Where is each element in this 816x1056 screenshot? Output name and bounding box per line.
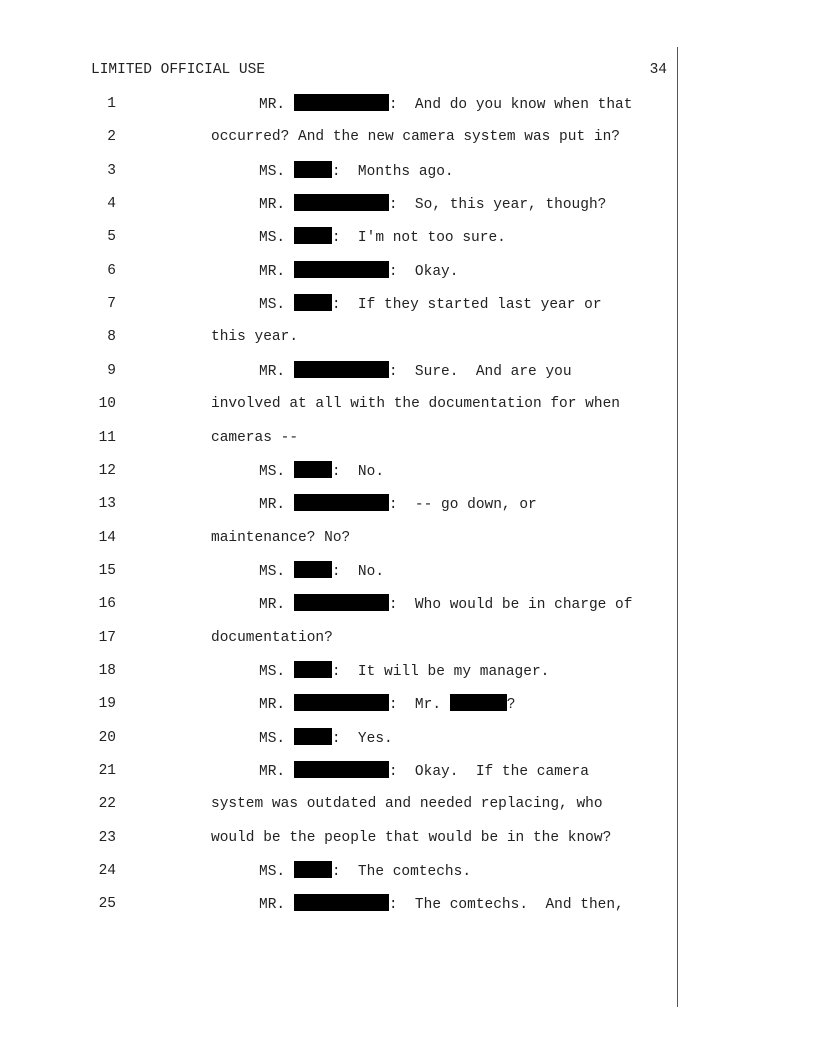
speaker-label: MR. bbox=[259, 697, 286, 713]
continuation-text: occurred? And the new camera system was put in? bbox=[211, 129, 620, 145]
line-number: 12 bbox=[98, 463, 116, 479]
speaker-turn: MR. : Who would be in charge of bbox=[259, 594, 632, 615]
redaction-box bbox=[294, 94, 389, 111]
speech-text-suffix: ? bbox=[506, 697, 516, 713]
speaker-turn: MR. : So, this year, though? bbox=[259, 194, 606, 215]
line-number: 18 bbox=[98, 663, 116, 679]
redaction-box bbox=[294, 361, 389, 378]
continuation-text: this year. bbox=[211, 329, 299, 345]
redaction-box bbox=[294, 761, 389, 778]
speaker-turn: MS. : No. bbox=[259, 461, 384, 482]
speaker-turn: MR. : Mr. ? bbox=[259, 694, 515, 715]
speaker-turn: MS. : No. bbox=[259, 561, 384, 582]
redaction-box bbox=[294, 194, 389, 211]
redaction-box bbox=[294, 694, 389, 711]
speaker-turn: MS. : It will be my manager. bbox=[259, 661, 549, 682]
redaction-box bbox=[294, 661, 332, 678]
speaker-turn: MS. : If they started last year or bbox=[259, 294, 602, 315]
line-number: 9 bbox=[107, 363, 116, 379]
speech-text: Mr. bbox=[414, 697, 442, 713]
speaker-label: MS. bbox=[259, 864, 286, 880]
redaction-box bbox=[294, 728, 332, 745]
speech-text: -- go down, or bbox=[414, 497, 537, 513]
speaker-turn: MR. : Sure. And are you bbox=[259, 361, 572, 382]
speaker-turn: MS. : The comtechs. bbox=[259, 861, 471, 882]
speech-text: I'm not too sure. bbox=[357, 230, 506, 246]
speech-text: Months ago. bbox=[357, 164, 454, 180]
speech-text: So, this year, though? bbox=[414, 197, 607, 213]
line-number: 19 bbox=[98, 696, 116, 712]
redaction-box bbox=[294, 561, 332, 578]
redaction-box bbox=[294, 594, 389, 611]
line-number: 20 bbox=[98, 730, 116, 746]
continuation-text: documentation? bbox=[211, 630, 333, 646]
redaction-box bbox=[294, 294, 332, 311]
redaction-box bbox=[294, 227, 332, 244]
speaker-turn: MR. : -- go down, or bbox=[259, 494, 537, 515]
continuation-text: system was outdated and needed replacing, who bbox=[211, 796, 603, 812]
speech-text: The comtechs. And then, bbox=[414, 897, 624, 913]
line-number: 5 bbox=[107, 229, 116, 245]
page-number: 34 bbox=[649, 62, 667, 78]
speaker-label: MS. bbox=[259, 664, 286, 680]
line-number: 10 bbox=[98, 396, 116, 412]
speaker-turn: MS. : Yes. bbox=[259, 728, 393, 749]
speaker-turn: MR. : The comtechs. And then, bbox=[259, 894, 624, 915]
speaker-label: MS. bbox=[259, 731, 286, 747]
line-number: 3 bbox=[107, 163, 116, 179]
speaker-label: MS. bbox=[259, 164, 286, 180]
speaker-label: MR. bbox=[259, 264, 286, 280]
speaker-label: MS. bbox=[259, 297, 286, 313]
line-number: 13 bbox=[98, 496, 116, 512]
speech-text: It will be my manager. bbox=[357, 664, 550, 680]
speaker-turn: MR. : Okay. bbox=[259, 261, 458, 282]
speaker-label: MR. bbox=[259, 897, 286, 913]
redaction-box bbox=[294, 494, 389, 511]
continuation-text: would be the people that would be in the know? bbox=[211, 830, 612, 846]
speaker-label: MR. bbox=[259, 764, 286, 780]
right-margin-rule bbox=[677, 47, 678, 1007]
line-number: 15 bbox=[98, 563, 116, 579]
line-number: 4 bbox=[107, 196, 116, 212]
speech-text: And do you know when that bbox=[414, 97, 633, 113]
speech-text: Okay. bbox=[414, 264, 459, 280]
speaker-label: MR. bbox=[259, 197, 286, 213]
speech-text: Sure. And are you bbox=[414, 364, 572, 380]
continuation-text: maintenance? No? bbox=[211, 530, 351, 546]
line-number: 7 bbox=[107, 296, 116, 312]
line-number: 23 bbox=[98, 830, 116, 846]
line-number: 22 bbox=[98, 796, 116, 812]
redaction-box bbox=[294, 861, 332, 878]
redaction-box bbox=[450, 694, 507, 711]
speaker-turn: MS. : Months ago. bbox=[259, 161, 454, 182]
speaker-label: MR. bbox=[259, 364, 286, 380]
line-number: 14 bbox=[98, 530, 116, 546]
speech-text: If they started last year or bbox=[357, 297, 602, 313]
header-classification: LIMITED OFFICIAL USE bbox=[91, 62, 266, 78]
speaker-label: MR. bbox=[259, 597, 286, 613]
speaker-turn: MR. : Okay. If the camera bbox=[259, 761, 589, 782]
line-number: 25 bbox=[98, 896, 116, 912]
continuation-text: involved at all with the documentation for when bbox=[211, 396, 620, 412]
speech-text: No. bbox=[357, 464, 385, 480]
line-number: 8 bbox=[107, 329, 116, 345]
line-number: 11 bbox=[98, 430, 116, 446]
redaction-box bbox=[294, 161, 332, 178]
line-number: 21 bbox=[98, 763, 116, 779]
redaction-box bbox=[294, 894, 389, 911]
line-number: 1 bbox=[107, 96, 116, 112]
speech-text: Okay. If the camera bbox=[414, 764, 589, 780]
redaction-box bbox=[294, 261, 389, 278]
speech-text: The comtechs. bbox=[357, 864, 472, 880]
line-number: 16 bbox=[98, 596, 116, 612]
speech-text: Who would be in charge of bbox=[414, 597, 633, 613]
line-number: 2 bbox=[107, 129, 116, 145]
speaker-label: MS. bbox=[259, 230, 286, 246]
speaker-turn: MS. : I'm not too sure. bbox=[259, 227, 506, 248]
speaker-turn: MR. : And do you know when that bbox=[259, 94, 632, 115]
speaker-label: MR. bbox=[259, 97, 286, 113]
continuation-text: cameras -- bbox=[211, 430, 299, 446]
redaction-box bbox=[294, 461, 332, 478]
line-number: 6 bbox=[107, 263, 116, 279]
speech-text: Yes. bbox=[357, 731, 393, 747]
line-number: 24 bbox=[98, 863, 116, 879]
line-number: 17 bbox=[98, 630, 116, 646]
speaker-label: MS. bbox=[259, 464, 286, 480]
speech-text: No. bbox=[357, 564, 385, 580]
speaker-label: MR. bbox=[259, 497, 286, 513]
speaker-label: MS. bbox=[259, 564, 286, 580]
